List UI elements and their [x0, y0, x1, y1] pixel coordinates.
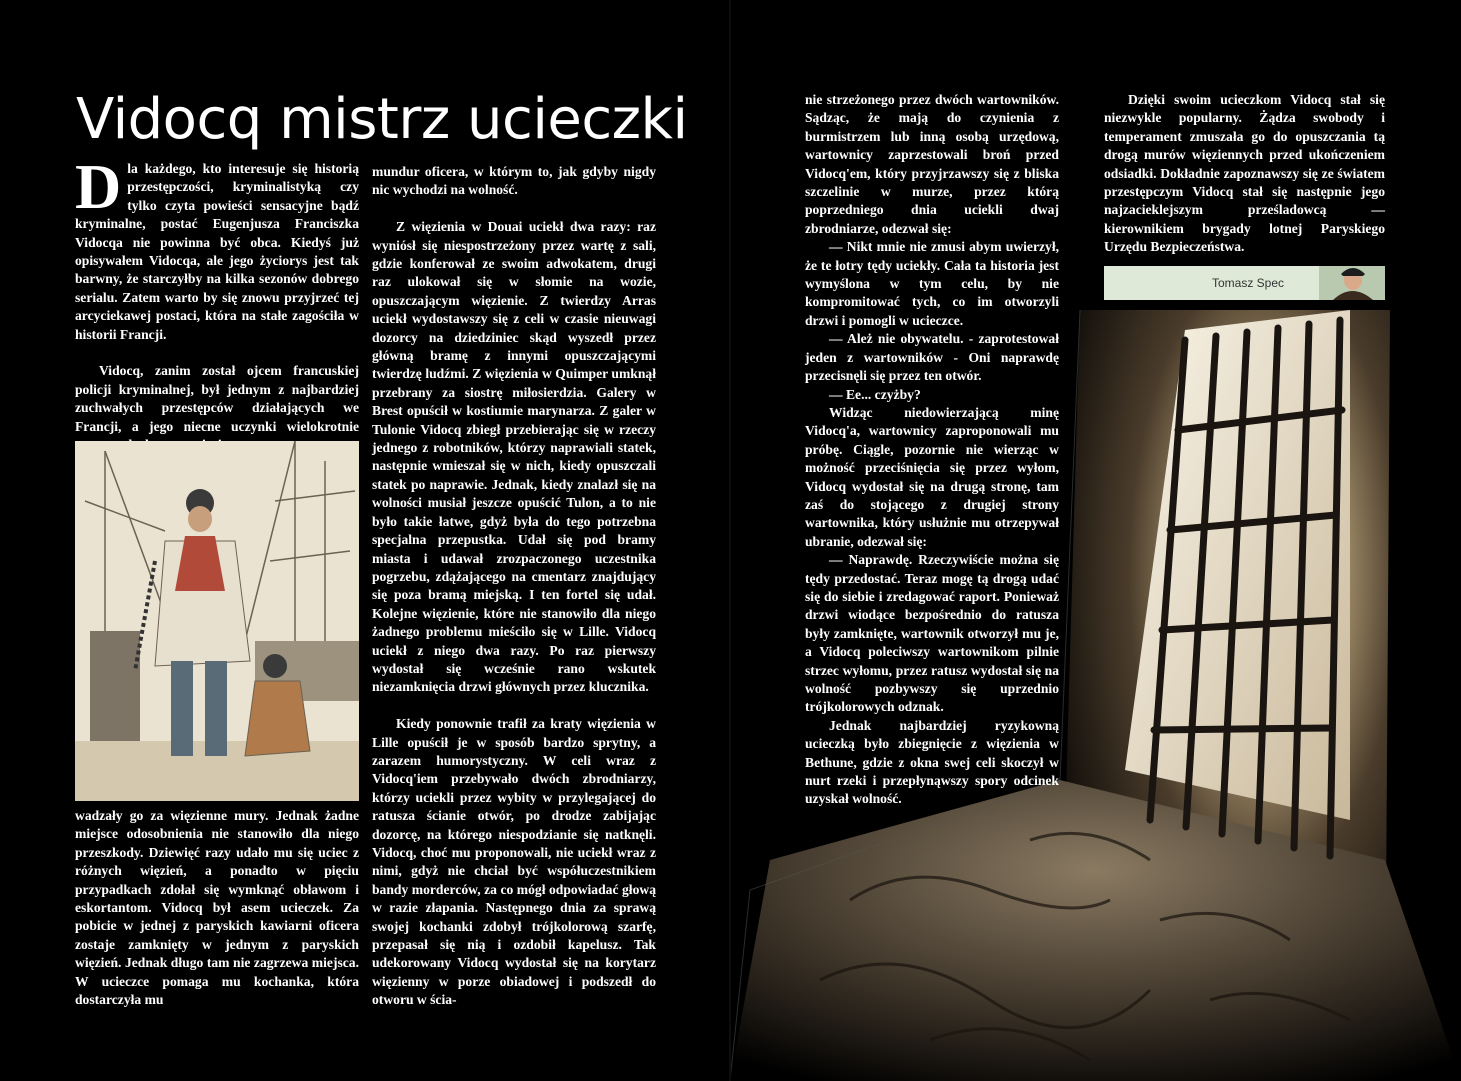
paragraph-lille: Kiedy ponownie trafił za kraty więzienia w Lille opuścił je w sposób bardzo sprytny, a zarazem humorystyczny. W celi wraz z Vidocq'iem przebywało dwóch zbrodniarzy, którzy uciekli przez wybity w przylegającej do ratusza ścianie otwór, po drodze zabijając dozorcę, na którego niespodzianie się natknęli. Vidocq, choć mu proponowali, nie uciekł wraz z nimi, gdyż nie chciał być współuczestnikiem bandy morderców, za co mógł odpowiadać głową w razie złapania. Następnego dnia za sprawą swojej kochanki zdobył trójkolorową szarfę, przepasał się nią i ozdobił kapelusz. Tak udekorowany Vidocq wydostał się na korytarz więzienny w porze obiadowej i podszedł do otworu w ścia- — [372, 716, 656, 1008]
intro-paragraph: la każdego, kto interesuje się historią przestępczości, kryminalistyką czy tylko czyta powieści sensacyjne bądź kryminalne, postać Eugenjusza Franciszka Vidocqa nie powinna być obca. Kiedyś już opisywałem Vidocqa, ale jego życiorys jest tak barwny, że starczyłby na kilka sezonów dobrego serialu. Zatem warto by się znowu przyjrzeć tej arcyciekawej postaci, która na stałe zagościła w historii Francji. — [75, 161, 359, 342]
drop-cap: D — [75, 151, 122, 222]
column-2 — [372, 163, 656, 1010]
paragraph-trial: Widząc niedowierzającą minę Vidocq'a, wartownicy zaproponowali mu próbę. Ciągle, pozornie nie wierząc w możność przeciśnięcia się przez wyłom, Vidocq wydostał się na drugą stronę, tam zaś do stojącego z drugiej strony wartownika, który usłużnie mu otrzepywał ubranie, odezwał się: — [805, 404, 1059, 549]
vidocq-engraving — [75, 441, 359, 801]
author-name: Tomasz Spec — [1212, 276, 1285, 290]
dialogue-3: — Ee... czyżby? — [829, 386, 921, 402]
dialogue-2: — Ależ nie obywatelu. - zaprotestował jeden z wartowników - Oni naprawdę przecisnęli się przez ten otwór. — [805, 331, 1059, 384]
author-box — [1104, 266, 1385, 300]
dialogue-4: — Naprawdę. Rzeczywiście można się tędy przedostać. Teraz mogę tą drogą udać się do siebie i zredagować raport. Ponieważ drzwi wiodące bezpośrednio do ratusza były zamknięte, wartownik otworzył mu je, a Vidocq poleciwszy wartownikom pilnie strzec wyłomu, przez ratusz wydostał się na wolność pozbywszy się uprzednio trójkolorowych odznak. — [805, 552, 1059, 715]
paragraph-vidocq-intro: Vidocq, zanim został ojcem francuskiej policji kryminalnej, był jednym z najbardziej zuchwałych przestępców działających we Francji, a jego niecne uczynki wielokrotnie — [75, 363, 359, 434]
paragraph-uniform: mundur oficera, w którym to, jak gdyby nigdy nic wychodzi na wolność. — [372, 164, 656, 198]
column-1-top — [75, 151, 359, 454]
page-spine — [729, 0, 731, 1081]
paragraph-bethune: Jednak najbardziej ryzykowną ucieczką było zbiegnięcie z więzienia w Bethune, gdzie z okna swej celi skoczył w nurt rzeki i przepłynąwszy spory odcinek uzyskał wolność. — [805, 717, 1059, 807]
paragraph-escapes: wadzały go za więzienne mury. Jednak żadne miejsce odosobnienia nie stanowiło dla niego przeszkody. Dziewięć razy udało mu się uciec z różnych więzień, a ponadto w pięciu przypadkach zdołał się wymknąć obławom i eskortantom. Vidocq był asem ucieczek. Za pobicie w jednej z paryskich kawiarni oficera zostaje zamknięty w jednym z paryskich więzień. Jednak długo tam nie zagrzewa miejsca. W ucieczce pomaga mu kochanka, która dostarczyła mu — [75, 808, 359, 1008]
column-4 — [1104, 91, 1385, 257]
column-1-bottom — [75, 807, 359, 1009]
dialogue-1: — Nikt mnie nie zmusi abym uwierzył, że te łotry tędy uciekły. Cała ta historia jest wymyślona w tym celu, by nie kompromitować tych, co im otworzyli drzwi i pomogli w ucieczce. — [805, 239, 1059, 328]
article-title: Vidocq mistrz ucieczki — [76, 87, 688, 152]
paragraph-popularity: Dzięki swoim ucieczkom Vidocq stał się niezwykle popularny. Żądza swobody i temperament zmuszała go do opuszczania tą drogą murów więziennych przed ukończeniem odsiadki. Dokładnie zapoznawszy się ze światem przestępczym Vidocq stał się następnie jego najzacieklejszym prześladowcą — kierownikiem brygady lotnej Paryskiego Urzędu Bezpieczeństwa. — [1104, 92, 1385, 255]
column-3 — [805, 91, 1059, 809]
paragraph-guards: nie strzeżonego przez dwóch wartowników. Sądząc, że mają do czynienia z burmistrzem lub inną osobą urzędową, wartownicy zaprzestowali broń przed Vidocq'em, który przyjrzawszy się z bliska szczelinie w murze, przez którą poprzedniego dnia uciekli dwaj zbrodniarze, odezwał się: — [805, 92, 1059, 236]
paragraph-douai: Z więzienia w Douai uciekł dwa razy: raz wyniósł się niespostrzeżony przez wartę z sali, gdzie konferował ze swoim adwokatem, drugi raz ulokował się w słomie na wozie, opuszczającym więzienie. Z twierdzy Arras uciekł wydostawszy się z celi w czasie nieuwagi dozorcy na dziedziniec skąd wyszedł przez główną bramę z innymi opuszczającymi twierdzę ludźmi. Z więzienia w Quimper umknął przebrany za siostrę miłosierdzia. Galery w Brest opuścił w kostiumie marynarza. Z galer w Tulonie Vidocq zbiegł przebierając się w rzeczy jednego z robotników, którzy naprawiali statek, następnie wmieszał się w nich, kiedy opuszczali statek po naprawie. Jednak, kiedy znalazł się na wolności musiał jeszcze opuścić Tulon, a to nie było takie łatwe, gdyż była do tego potrzebna specjalna przepustka. Udał się pod bramy miasta i udawał zrozpaczonego uczestnika pogrzebu, zdążającego na cmentarz znajdujący się poza bramą miejską. I ten fortel się udał. Kolejne więzienie, które nie stanowiło dla niego żadnego problemu mieściło się w Lille. Vidocq uciekł z niego dwa razy. Po raz pierwszy wydostał się wcześnie rano wskutek niezamknięcia drzwi głównych przez klucznika. — [372, 219, 656, 695]
author-avatar — [1319, 266, 1385, 300]
